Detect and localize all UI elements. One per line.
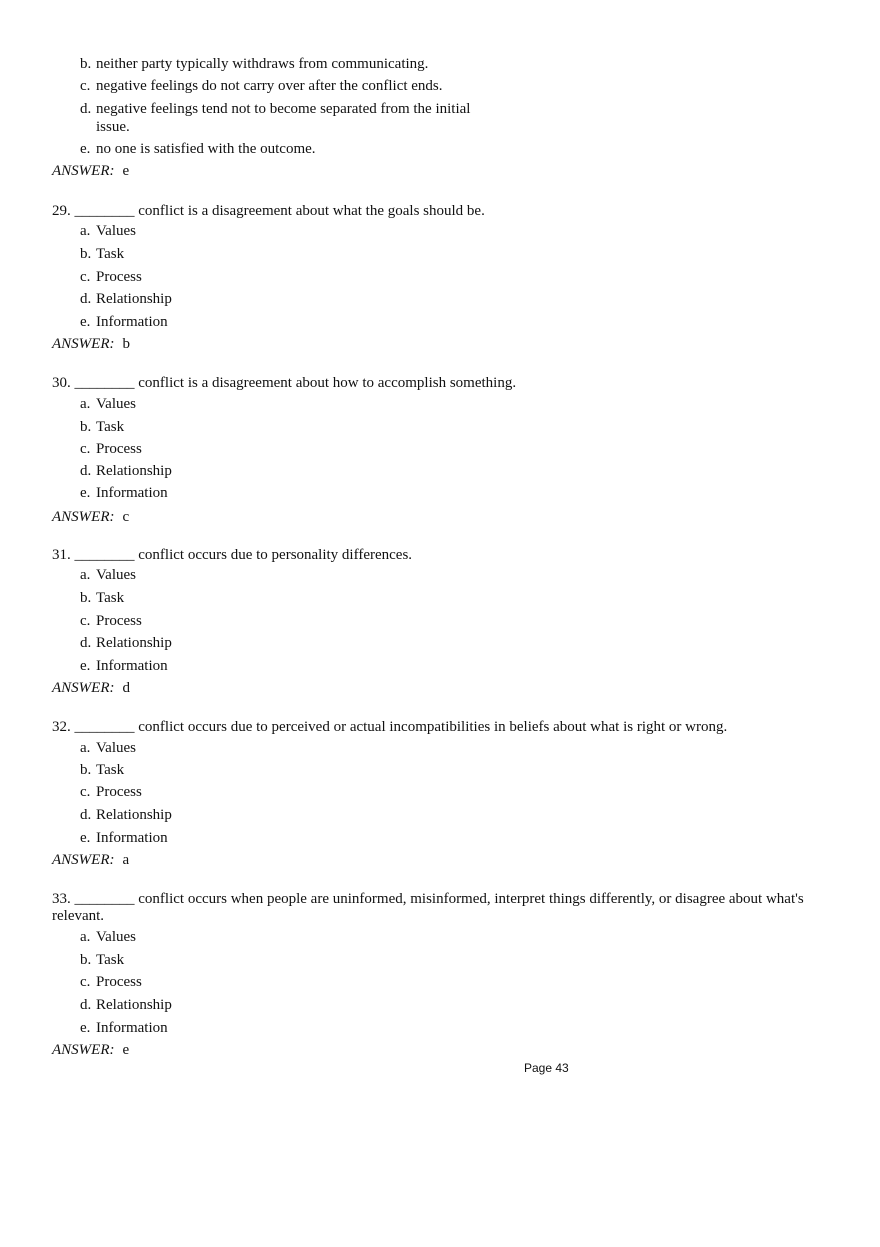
question-stem: 32. ________ conflict occurs due to perceived or actual incompatibilities in beliefs about what is right or wrong. — [52, 719, 728, 735]
option-text: Relationship — [96, 807, 172, 823]
option-e — [80, 829, 168, 847]
option-d — [80, 290, 172, 308]
option-letter: e. — [80, 830, 91, 846]
option-letter: d. — [80, 997, 92, 1013]
option-letter: a. — [80, 396, 91, 412]
option-letter: c. — [80, 78, 91, 94]
option-b — [80, 589, 124, 607]
option-b — [80, 951, 124, 969]
option-letter: a. — [80, 929, 91, 945]
option-d — [80, 996, 172, 1014]
option-d — [80, 100, 470, 118]
option-e — [80, 140, 316, 158]
answer-label: ANSWER: — [52, 852, 115, 868]
option-text: Task — [96, 762, 125, 778]
page-number: Page 43 — [524, 1061, 569, 1075]
option-e — [80, 1019, 168, 1037]
option-letter: b. — [80, 952, 92, 968]
option-b — [80, 761, 124, 779]
answer-line — [52, 162, 129, 180]
option-text: Values — [96, 740, 136, 756]
answer-label: ANSWER: — [52, 680, 115, 696]
option-b — [80, 418, 124, 436]
option-letter: a. — [80, 740, 91, 756]
option-d — [80, 806, 172, 824]
option-text: Values — [96, 567, 136, 583]
option-e — [80, 313, 168, 331]
option-letter: b. — [80, 246, 92, 262]
option-letter: d. — [80, 807, 92, 823]
option-text: Information — [96, 830, 168, 846]
option-c — [80, 973, 142, 991]
answer-value: c — [122, 509, 130, 525]
option-letter: d. — [80, 101, 92, 117]
option-letter: a. — [80, 223, 91, 239]
option-letter: b. — [80, 762, 92, 778]
option-text: Values — [96, 223, 136, 239]
answer-value: d — [122, 680, 130, 696]
option-text: Relationship — [96, 291, 172, 307]
option-b — [80, 55, 428, 73]
option-text: Process — [96, 269, 142, 285]
option-text: Process — [96, 441, 142, 457]
option-e — [80, 484, 168, 502]
answer-label: ANSWER: — [52, 509, 115, 525]
answer-label: ANSWER: — [52, 163, 115, 179]
option-text: neither party typically withdraws from communicating. — [96, 56, 429, 72]
option-c — [80, 612, 142, 630]
option-a — [80, 395, 136, 413]
option-b — [80, 245, 124, 263]
option-a — [80, 928, 136, 946]
question-stem: 33. ________ conflict occurs when people are uninformed, misinformed, interpret things differently, or disagree about what's relevant. — [52, 891, 804, 924]
option-a — [80, 222, 136, 240]
answer-line — [52, 508, 129, 526]
option-c — [80, 783, 142, 801]
option-e — [80, 657, 168, 675]
option-text: Task — [96, 419, 125, 435]
option-letter: b. — [80, 419, 92, 435]
option-text: Process — [96, 784, 142, 800]
option-text: Information — [96, 485, 168, 501]
option-text: Task — [96, 590, 125, 606]
answer-line — [52, 851, 129, 869]
option-letter: e. — [80, 141, 91, 157]
option-letter: c. — [80, 613, 91, 629]
answer-value: e — [122, 163, 130, 179]
option-text: Values — [96, 929, 136, 945]
option-letter: d. — [80, 635, 92, 651]
option-letter: c. — [80, 784, 91, 800]
question-stem: 29. ________ conflict is a disagreement about what the goals should be. — [52, 203, 485, 219]
option-a — [80, 566, 136, 584]
option-letter: e. — [80, 314, 91, 330]
option-letter: e. — [80, 658, 91, 674]
option-c — [80, 77, 443, 95]
option-text: Information — [96, 314, 168, 330]
option-letter: d. — [80, 463, 92, 479]
answer-value: b — [122, 336, 130, 352]
answer-line — [52, 335, 130, 353]
option-letter: b. — [80, 590, 92, 606]
answer-line — [52, 679, 130, 697]
option-text: Information — [96, 658, 168, 674]
answer-label: ANSWER: — [52, 336, 115, 352]
option-letter: d. — [80, 291, 92, 307]
answer-value: e — [122, 1042, 130, 1058]
option-text: Relationship — [96, 463, 172, 479]
option-d — [80, 634, 172, 652]
option-letter: c. — [80, 441, 91, 457]
option-d-continuation: issue. — [96, 119, 130, 135]
option-a — [80, 739, 136, 757]
question-stem: 31. ________ conflict occurs due to personality differences. — [52, 547, 413, 563]
option-text: Task — [96, 952, 125, 968]
answer-label: ANSWER: — [52, 1042, 115, 1058]
answer-value: a — [122, 852, 130, 868]
option-text: Task — [96, 246, 125, 262]
option-text: Process — [96, 974, 142, 990]
option-d — [80, 462, 172, 480]
option-text: negative feelings tend not to become separated from the initial — [96, 101, 471, 117]
option-c — [80, 268, 142, 286]
option-text: Process — [96, 613, 142, 629]
option-letter: c. — [80, 974, 91, 990]
option-letter: c. — [80, 269, 91, 285]
option-c — [80, 440, 142, 458]
option-text: negative feelings do not carry over after the conflict ends. — [96, 78, 443, 94]
answer-line — [52, 1041, 129, 1059]
option-text: Relationship — [96, 997, 172, 1013]
option-letter: e. — [80, 1020, 91, 1036]
option-text: no one is satisfied with the outcome. — [96, 141, 316, 157]
option-text: Values — [96, 396, 136, 412]
option-letter: e. — [80, 485, 91, 501]
option-text: Information — [96, 1020, 168, 1036]
question-stem: 30. ________ conflict is a disagreement about how to accomplish something. — [52, 375, 517, 391]
option-text: Relationship — [96, 635, 172, 651]
option-letter: a. — [80, 567, 91, 583]
option-letter: b. — [80, 56, 92, 72]
